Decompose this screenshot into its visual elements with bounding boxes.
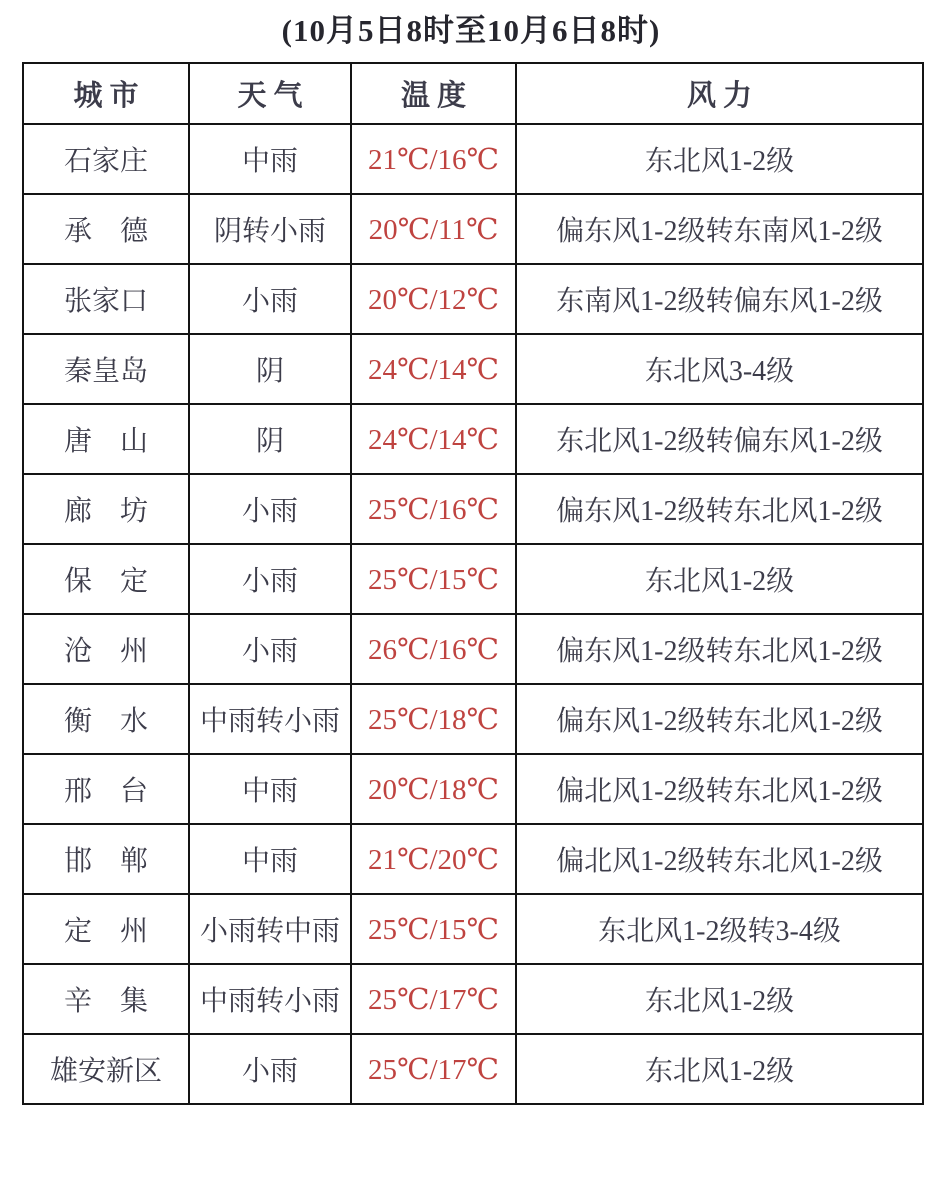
- weather-table: [22, 62, 924, 1105]
- weather-cell: 中雨转小雨: [189, 684, 351, 754]
- city-cell: 辛 集: [23, 964, 189, 1034]
- temperature-cell: 25℃/16℃: [351, 474, 516, 544]
- weather-cell: 中雨: [189, 124, 351, 194]
- wind-cell: 东北风1-2级转偏东风1-2级: [516, 404, 923, 474]
- wind-cell: 东南风1-2级转偏东风1-2级: [516, 264, 923, 334]
- wind-cell: 东北风1-2级: [516, 964, 923, 1034]
- temperature-cell: 25℃/17℃: [351, 1034, 516, 1104]
- table-row: [23, 684, 923, 754]
- weather-cell: 小雨: [189, 544, 351, 614]
- table-row: [23, 474, 923, 544]
- weather-cell: 中雨: [189, 824, 351, 894]
- temperature-cell: 26℃/16℃: [351, 614, 516, 684]
- weather-cell: 小雨转中雨: [189, 894, 351, 964]
- wind-cell: 东北风1-2级: [516, 1034, 923, 1104]
- header-temperature: 温度: [351, 63, 516, 124]
- table-row: [23, 614, 923, 684]
- weather-cell: 小雨: [189, 474, 351, 544]
- city-cell: 邢 台: [23, 754, 189, 824]
- weather-cell: 阴: [189, 404, 351, 474]
- header-city: 城市: [23, 63, 189, 124]
- wind-cell: 偏北风1-2级转东北风1-2级: [516, 824, 923, 894]
- wind-cell: 东北风1-2级转3-4级: [516, 894, 923, 964]
- temperature-cell: 25℃/15℃: [351, 894, 516, 964]
- wind-cell: 东北风3-4级: [516, 334, 923, 404]
- table-row: [23, 334, 923, 404]
- table-row: [23, 544, 923, 614]
- header-wind: 风力: [516, 63, 923, 124]
- city-cell: 沧 州: [23, 614, 189, 684]
- temperature-cell: 25℃/17℃: [351, 964, 516, 1034]
- table-row: [23, 964, 923, 1034]
- wind-cell: 偏东风1-2级转东北风1-2级: [516, 614, 923, 684]
- temperature-cell: 25℃/18℃: [351, 684, 516, 754]
- temperature-cell: 21℃/16℃: [351, 124, 516, 194]
- city-cell: 雄安新区: [23, 1034, 189, 1104]
- table-row: [23, 754, 923, 824]
- header-weather: 天气: [189, 63, 351, 124]
- page-title: (10月5日8时至10月6日8时): [281, 13, 661, 48]
- weather-cell: 小雨: [189, 264, 351, 334]
- city-cell: 张家口: [23, 264, 189, 334]
- weather-cell: 阴: [189, 334, 351, 404]
- wind-cell: 偏东风1-2级转东南风1-2级: [516, 194, 923, 264]
- city-cell: 保 定: [23, 544, 189, 614]
- city-cell: 承 德: [23, 194, 189, 264]
- temperature-cell: 20℃/18℃: [351, 754, 516, 824]
- city-cell: 石家庄: [23, 124, 189, 194]
- city-cell: 衡 水: [23, 684, 189, 754]
- temperature-cell: 20℃/12℃: [351, 264, 516, 334]
- wind-cell: 东北风1-2级: [516, 124, 923, 194]
- table-row: [23, 194, 923, 264]
- table-row: [23, 404, 923, 474]
- header-row: [23, 63, 923, 124]
- wind-cell: 东北风1-2级: [516, 544, 923, 614]
- wind-cell: 偏北风1-2级转东北风1-2级: [516, 754, 923, 824]
- table-row: [23, 894, 923, 964]
- table-row: [23, 824, 923, 894]
- temperature-cell: 20℃/11℃: [351, 194, 516, 264]
- city-cell: 廊 坊: [23, 474, 189, 544]
- weather-cell: 小雨: [189, 1034, 351, 1104]
- wind-cell: 偏东风1-2级转东北风1-2级: [516, 684, 923, 754]
- table-row: [23, 124, 923, 194]
- temperature-cell: 24℃/14℃: [351, 334, 516, 404]
- weather-cell: 阴转小雨: [189, 194, 351, 264]
- temperature-cell: 25℃/15℃: [351, 544, 516, 614]
- city-cell: 邯 郸: [23, 824, 189, 894]
- wind-cell: 偏东风1-2级转东北风1-2级: [516, 474, 923, 544]
- weather-cell: 小雨: [189, 614, 351, 684]
- weather-cell: 中雨转小雨: [189, 964, 351, 1034]
- weather-cell: 中雨: [189, 754, 351, 824]
- city-cell: 秦皇岛: [23, 334, 189, 404]
- city-cell: 定 州: [23, 894, 189, 964]
- table-row: [23, 1034, 923, 1104]
- temperature-cell: 24℃/14℃: [351, 404, 516, 474]
- city-cell: 唐 山: [23, 404, 189, 474]
- table-body: [23, 124, 923, 1104]
- table-row: [23, 264, 923, 334]
- temperature-cell: 21℃/20℃: [351, 824, 516, 894]
